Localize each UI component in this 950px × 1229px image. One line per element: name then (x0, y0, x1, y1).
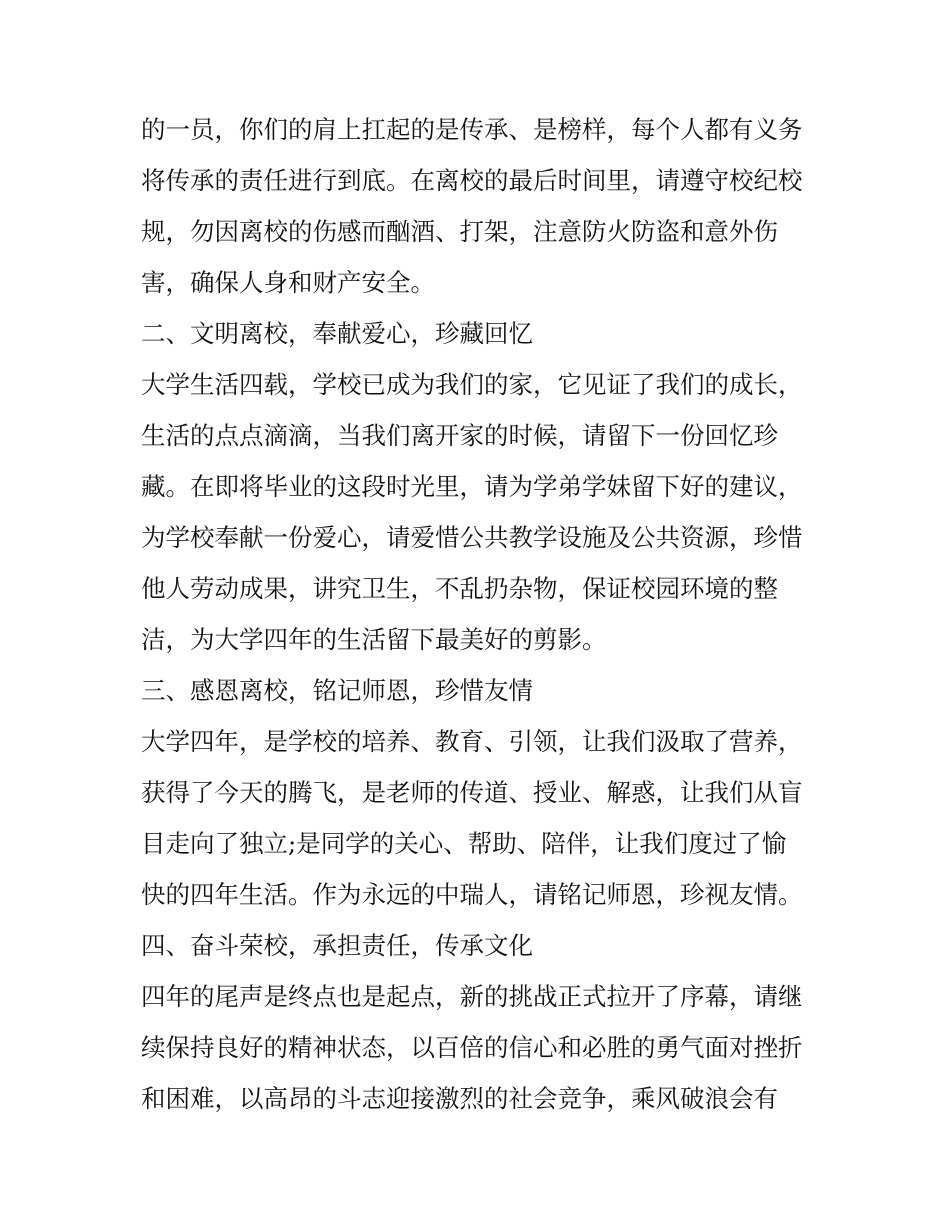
section-heading: 四、奋斗荣校，承担责任，传承文化 (141, 931, 533, 960)
text-line: 四年的尾声是终点也是起点，新的挑战正式拉开了序幕，请继 (141, 982, 803, 1011)
text-line: 的一员，你们的肩上扛起的是传承、是榜样，每个人都有义务 (141, 115, 803, 144)
text-line: 大学生活四载，学校已成为我们的家，它见证了我们的成长， (141, 370, 803, 399)
body-text (141, 104, 821, 1124)
text-line: 快的四年生活。作为永远的中瑞人，请铭记师恩，珍视友情。 (141, 880, 803, 909)
text-line: 目走向了独立;是同学的关心、帮助、陪伴，让我们度过了愉 (141, 829, 787, 858)
text-line: 他人劳动成果，讲究卫生，不乱扔杂物，保证校园环境的整 (141, 574, 778, 603)
text-line: 生活的点点滴滴，当我们离开家的时候，请留下一份回忆珍 (141, 421, 778, 450)
text-line: 害，确保人身和财产安全。 (141, 268, 435, 297)
text-line: 洁，为大学四年的生活留下最美好的剪影。 (141, 625, 607, 654)
text-line: 和困难，以高昂的斗志迎接激烈的社会竞争，乘风破浪会有 (141, 1084, 778, 1113)
text-line: 藏。在即将毕业的这段时光里，请为学弟学妹留下好的建议， (141, 472, 803, 501)
section-heading: 二、文明离校，奉献爱心，珍藏回忆 (141, 319, 533, 348)
text-line: 获得了今天的腾飞，是老师的传道、授业、解惑，让我们从盲 (141, 778, 803, 807)
text-line: 规，勿因离校的伤感而酗酒、打架，注意防火防盗和意外伤 (141, 217, 778, 246)
section-heading: 三、感恩离校，铭记师恩，珍惜友情 (141, 676, 533, 705)
text-line: 续保持良好的精神状态，以百倍的信心和必胜的勇气面对挫折 (141, 1033, 803, 1062)
text-line: 将传承的责任进行到底。在离校的最后时间里，请遵守校纪校 (141, 166, 803, 195)
text-line: 大学四年，是学校的培养、教育、引领，让我们汲取了营养， (141, 727, 803, 756)
text-line: 为学校奉献一份爱心，请爱惜公共教学设施及公共资源，珍惜 (141, 523, 803, 552)
